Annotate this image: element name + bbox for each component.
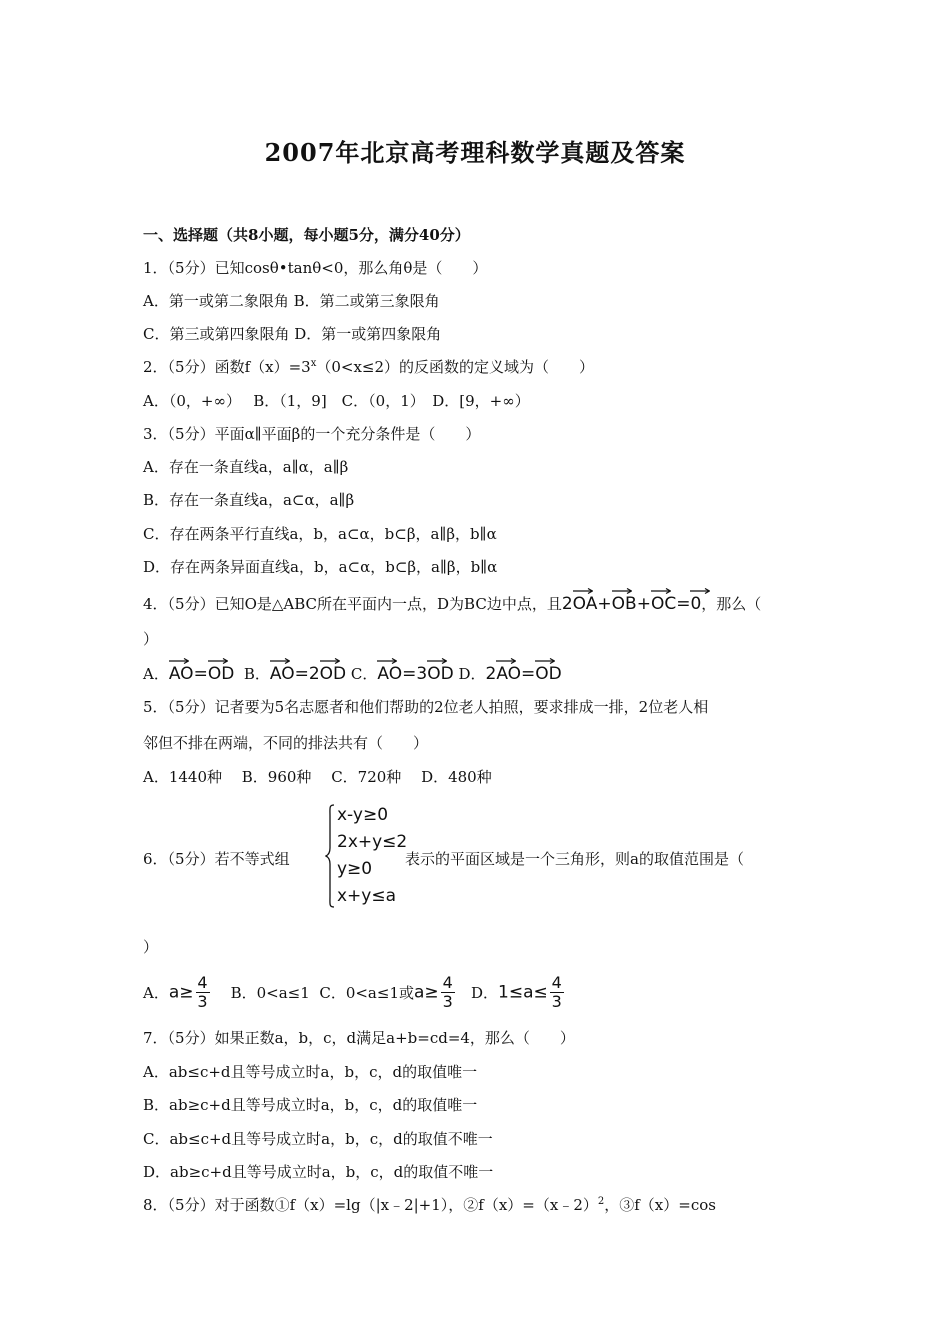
vector-label: 0 — [690, 594, 702, 614]
option-c-expr: a≥ — [414, 982, 439, 1003]
question-5-stem-line-1: 5．（5分）记者要为5名志愿者和他们帮助的2位老人拍照，要求排成一排，2位老人相 — [143, 698, 709, 716]
question-7-option-a: A．ab≤c+d且等号成立时a，b，c，d的取值唯一 — [143, 1063, 478, 1081]
option-a-expr: a≥ — [168, 982, 194, 1003]
vector-arrow-icon — [169, 658, 189, 664]
question-4-stem — [143, 588, 823, 614]
vector-arrow-icon — [208, 658, 228, 664]
vector-od — [208, 658, 234, 684]
operator: =3 — [402, 664, 428, 684]
inequality-system — [337, 802, 407, 910]
option-d-label: D． — [470, 984, 499, 1002]
option-b-label: B． — [243, 665, 270, 683]
option-a-label: A． — [143, 984, 169, 1002]
vector-arrow-icon — [377, 658, 397, 664]
vector-arrow-icon — [270, 658, 290, 664]
question-6-stem-continued: ） — [143, 938, 159, 956]
question-3-option-b: B．存在一条直线a，a⊂α，a∥β — [143, 491, 355, 509]
vector-arrow-icon — [612, 588, 632, 594]
operator: + — [636, 594, 651, 614]
vector-zero — [690, 588, 701, 614]
question-4-options — [143, 658, 823, 684]
question-6-lead: 6．（5分）若不等式组 — [143, 850, 290, 868]
option-c-label: C． — [350, 665, 378, 683]
option-d-label: D． — [458, 665, 486, 683]
fraction — [550, 974, 564, 1011]
vector-label: AO — [496, 664, 522, 684]
question-5-stem-line-2: 邻但不排在两端，不同的排法共有（ ） — [143, 734, 429, 752]
inequality-row: x+y≤a — [337, 886, 397, 906]
question-1-options-ab: A．第一或第二象限角 B．第二或第三象限角 — [143, 292, 440, 310]
fraction-denominator: 3 — [197, 992, 208, 1011]
question-6-stem — [143, 800, 823, 910]
question-8-stem-post: ，③f（x）=cos — [604, 1196, 716, 1214]
operator: = — [676, 594, 691, 614]
vector-label: OB — [611, 594, 637, 614]
vector-od — [535, 658, 561, 684]
question-6-options — [143, 974, 823, 1014]
option-d-formula — [485, 664, 561, 684]
vector-label: AO — [269, 664, 295, 684]
vector-arrow-icon — [651, 588, 671, 594]
vector-oa — [573, 588, 598, 614]
operator: = — [521, 664, 536, 684]
operator: = — [193, 664, 208, 684]
vector-arrow-icon — [427, 658, 447, 664]
fraction-numerator: 4 — [197, 973, 208, 992]
inequality-row: x-y≥0 — [337, 805, 389, 825]
vector-oc — [651, 588, 676, 614]
vector-label: AO — [377, 664, 403, 684]
question-8-stem-pre: 8．（5分）对于函数①f（x）=lg（|x﹣2|+1），②f（x）=（x﹣2） — [143, 1196, 598, 1214]
vector-ao — [270, 658, 295, 684]
vector-arrow-icon — [535, 658, 555, 664]
option-c: C．0<a≤1或 — [319, 984, 414, 1002]
question-2-exponent: x — [310, 358, 317, 369]
vector-label: OD — [207, 664, 235, 684]
question-4-stem-post: ，那么（ — [701, 595, 762, 613]
coef: 2 — [485, 664, 497, 684]
question-4-stem-pre: 4．（5分）已知O是△ABC所在平面内一点，D为BC边中点，且 — [143, 595, 562, 613]
operator: =2 — [294, 664, 320, 684]
option-d-expr: 1≤a≤ — [498, 982, 548, 1003]
fraction-numerator: 4 — [442, 973, 453, 992]
question-7-stem: 7．（5分）如果正数a，b，c，d满足a+b=cd=4，那么（ ） — [143, 1029, 575, 1047]
option-b-formula — [270, 664, 346, 684]
inequality-row: 2x+y≤2 — [337, 832, 408, 852]
option-b: B．0<a≤1 — [230, 984, 310, 1002]
vector-arrow-icon — [496, 658, 516, 664]
fraction-denominator: 3 — [551, 992, 562, 1011]
question-8-exponent: 2 — [597, 1196, 605, 1207]
question-7-option-b: B．ab≥c+d且等号成立时a，b，c，d的取值唯一 — [143, 1096, 478, 1114]
question-7-option-c: C．ab≤c+d且等号成立时a，b，c，d的取值不唯一 — [143, 1130, 493, 1148]
option-a-label: A． — [143, 665, 169, 683]
vector-ao — [377, 658, 402, 684]
question-2-stem — [143, 356, 823, 377]
vector-label: OA — [572, 594, 598, 614]
vector-arrow-icon — [690, 588, 710, 594]
operator: + — [597, 594, 612, 614]
left-brace-icon — [325, 804, 335, 908]
question-7-option-d: D．ab≥c+d且等号成立时a，b，c，d的取值不唯一 — [143, 1163, 494, 1181]
fraction — [196, 974, 210, 1011]
question-2-options: A．（0，+∞） B．（1，9] C．（0，1） D．[9，+∞） — [143, 392, 530, 410]
option-c-formula — [377, 664, 453, 684]
vector-od — [320, 658, 346, 684]
question-3-option-a: A．存在一条直线a，a∥α，a∥β — [143, 458, 349, 476]
question-4-stem-continued: ） — [143, 630, 159, 648]
vector-label: OD — [319, 664, 347, 684]
section-heading: 一、选择题（共8小题，每小题5分，满分40分） — [143, 226, 470, 244]
fraction — [441, 974, 455, 1011]
vector-label: OC — [650, 594, 677, 614]
question-1-options-cd: C．第三或第四象限角 D．第一或第四象限角 — [143, 325, 442, 343]
page-title: 2007年北京高考理科数学真题及答案 — [264, 138, 686, 167]
question-3-stem: 3．（5分）平面α∥平面β的一个充分条件是（ ） — [143, 425, 481, 443]
fraction-numerator: 4 — [551, 973, 562, 992]
coef: 2 — [561, 594, 573, 614]
question-6-tail: 表示的平面区域是一个三角形，则a的取值范围是（ — [405, 850, 744, 868]
vector-arrow-icon — [320, 658, 340, 664]
vector-ao — [169, 658, 194, 684]
vector-label: OD — [427, 664, 454, 684]
vector-ao — [496, 658, 521, 684]
question-2-stem-pre: 2．（5分）函数f（x）=3 — [143, 358, 311, 376]
vector-ob — [612, 588, 637, 614]
vector-od — [427, 658, 453, 684]
question-3-option-c: C．存在两条平行直线a，b，a⊂α，b⊂β，a∥β，b∥α — [143, 525, 497, 543]
vector-label: OD — [535, 664, 562, 684]
question-8-stem — [143, 1194, 823, 1215]
question-5-options: A．1440种 B．960种 C．720种 D．480种 — [143, 768, 492, 786]
option-a-formula — [169, 664, 234, 684]
fraction-denominator: 3 — [442, 992, 453, 1011]
vector-label: AO — [168, 664, 194, 684]
vector-arrow-icon — [573, 588, 593, 594]
question-3-option-d: D．存在两条异面直线a，b，a⊂α，b⊂β，a∥β，b∥α — [143, 558, 498, 576]
question-1-stem: 1．（5分）已知cosθ•tanθ<0，那么角θ是（ ） — [143, 259, 488, 277]
inequality-row: y≥0 — [337, 859, 373, 879]
question-2-stem-post: （0<x≤2）的反函数的定义域为（ ） — [316, 358, 595, 376]
question-4-formula — [562, 594, 701, 614]
